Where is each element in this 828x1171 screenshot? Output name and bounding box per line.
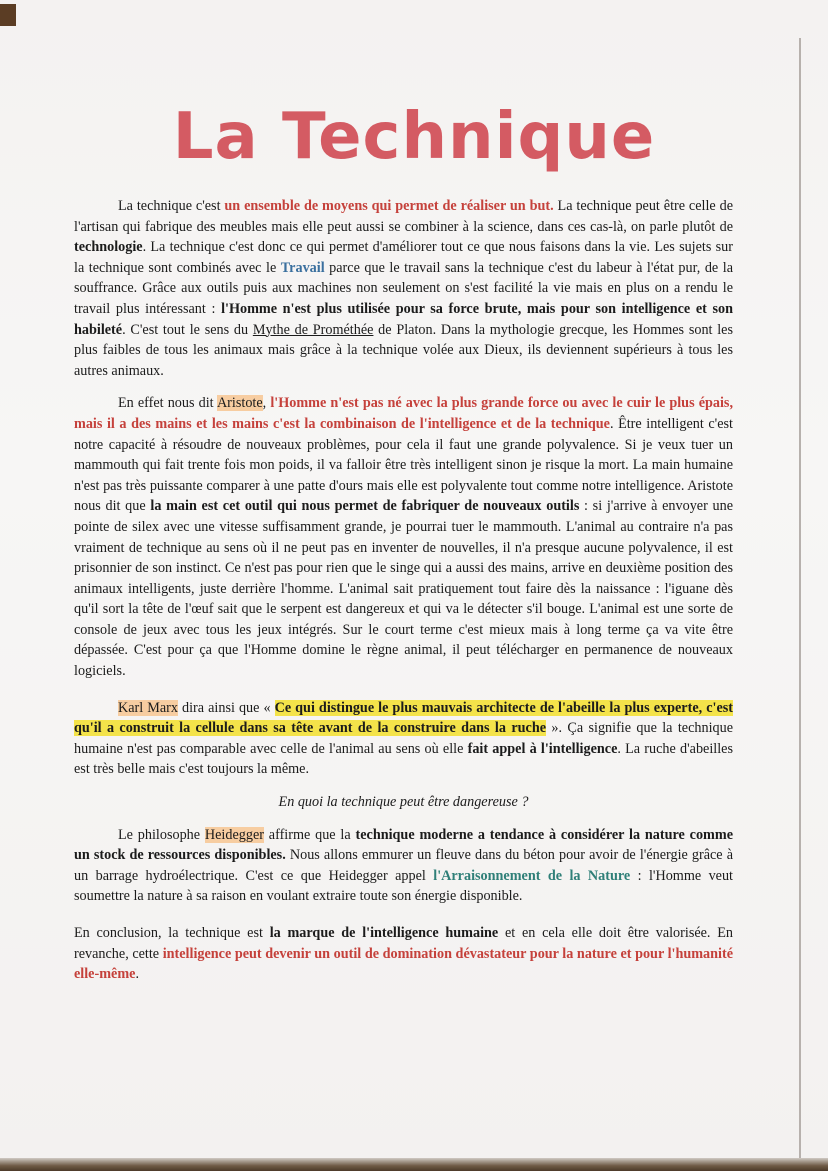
paragraph-heidegger <box>74 825 733 907</box>
text-span: En conclusion, la technique est <box>74 925 270 941</box>
emphasis-intelligence-appel: fait appel à l'intelligence <box>467 740 618 757</box>
text-span: affirme que la <box>263 826 356 843</box>
highlight-heidegger: Heidegger <box>204 826 264 843</box>
emphasis-travail: Travail <box>280 259 325 276</box>
text-span: et en cela elle doit être valorisée. En revanche, cette <box>74 925 733 962</box>
text-span: . Être intelligent c'est notre capacité à résoudre de nouveaux problèmes, pour cela il faut une grande polyvalence. Si je veux tuer un mammouth qui fait trente fois mon poids, il va falloir être très intelligent sinon je risque la mort. La main humaine n'est pas très puissante comparer à une patte d'ours mais elle est polyvalente tout comme notre intelligence. Aristote nous dit que <box>74 415 733 515</box>
emphasis-main-outil: la main est cet outil qui nous permet de fabriquer de nouveaux outils <box>150 498 580 515</box>
page-title: La Technique <box>172 100 656 174</box>
text-span: La technique peut être celle de l'artisan qui fabrique des meubles mais elle peut aussi se combiner à la science, dans ces cas-là, on parle plutôt de <box>74 198 733 235</box>
emphasis-stock-ressources: technique moderne a tendance à considérer la nature comme un stock de ressources disponibles. <box>74 826 733 864</box>
text-span: : l'Homme veut soumettre la nature à sa raison en voulant extraire toute son énergie disponible. <box>74 867 733 905</box>
document-body <box>74 196 733 985</box>
page-edge-right <box>799 38 801 1158</box>
paragraph-aristote <box>74 393 733 681</box>
paragraph-conclusion <box>74 923 733 985</box>
text-span: . <box>135 966 139 983</box>
text-span: La technique c'est <box>118 198 225 214</box>
text-span: de Platon. Dans la mythologie grecque, les Hommes sont les plus faibles de tous les animaux mais grâce à la technique volée aux Dieux, ils deviennent supérieurs à tous les autres animaux. <box>74 321 733 379</box>
highlight-aristote: Aristote <box>216 395 263 412</box>
text-span: Le philosophe <box>118 826 205 843</box>
emphasis-domination: intelligence peut devenir un outil de domination dévastateur pour la nature et pour l'humanité elle-même <box>74 945 733 983</box>
emphasis-aristote-quote: l'Homme n'est pas né avec la plus grande force ou avec le cuir le plus épais, mais il a des mains et les mains c'est la combinaison de l'intelligence et de la technique <box>74 395 733 432</box>
text-span: . La technique c'est donc ce qui permet d'améliorer tout ce que nous faisons dans la vie. Les sujets sur la technique sont combinés avec le <box>74 239 733 276</box>
text-span: parce que le travail sans la technique c'est du labeur à l'état pur, de la souffrance. Grâce aux outils puis aux machines non seulement on s'est facilité la vie mais en plus on a rendu le travail plus intéressant : <box>74 259 733 317</box>
emphasis-definition: un ensemble de moyens qui permet de réaliser un but. <box>224 198 554 214</box>
text-span: . C'est tout le sens du <box>122 321 253 338</box>
emphasis-technologie: technologie <box>74 239 143 256</box>
text-span: dira ainsi que « <box>177 699 275 716</box>
emphasis-intelligence: l'Homme n'est plus utilisée pour sa force brute, mais pour son intelligence et son habileté <box>74 300 733 338</box>
text-span: ». Ça signifie que la technique humaine n'est pas comparable avec celle de l'animal au sens où elle <box>74 720 733 757</box>
emphasis-arraisonnement: l'Arraisonnement de la Nature <box>433 867 631 884</box>
highlight-karl-marx: Karl Marx <box>118 699 178 716</box>
highlight-marx-quote: Ce qui distingue le plus mauvais architecte de l'abeille la plus experte, c'est qu'il a construit la cellule dans sa tête avant de la construire dans la ruche <box>74 699 733 737</box>
text-span: Nous allons emmurer un fleuve dans du béton pour avoir de l'énergie grâce à un barrage hydroélectrique. C'est ce que Heidegger appel <box>74 847 733 884</box>
text-span: En effet nous dit <box>118 395 217 412</box>
text-span: , <box>262 395 271 412</box>
corner-mark <box>0 4 16 26</box>
text-span: : si j'arrive à envoyer une pointe de silex avec une vitesse suffisamment grande, je pourrai tuer le mammouth. L'animal au contraire n'a pas vraiment de technique au sens où il ne peut pas en inventer de nouvelles, il n'a presque aucune polyvalence, il est prisonnier de son instinct. Ce n'est pas pour rien que le singe qui a aussi des mains, arrive en deuxième position des animaux intelligents, juste derrière l'homme. L'animal sait pratiquement tout faire dès la naissance : l'iguane dès qu'il sort la tête de l'œuf sait que le serpent est dangereux et qui va le détecter s'il bouge. L'animal est une sorte de console de jeux avec tous les jeux intégrés. Sur le court terme c'est mieux mais à long terme ça va vite être dépassée. C'est pour ça que l'Homme domine le règne animal, il peut télécharger en permanence de nouveaux logiciels. <box>74 498 733 680</box>
paragraph-intro <box>74 196 733 381</box>
emphasis-marque-intelligence: la marque de l'intelligence humaine <box>269 925 499 941</box>
page-edge-bottom <box>0 1158 828 1171</box>
paragraph-marx <box>74 698 733 780</box>
underline-promethee: Mythe de Prométhée <box>252 321 374 338</box>
text-span: . La ruche d'abeilles est très belle mais c'est toujours la même. <box>74 740 734 778</box>
section-question: En quoi la technique peut être dangereuse ? <box>278 794 529 811</box>
